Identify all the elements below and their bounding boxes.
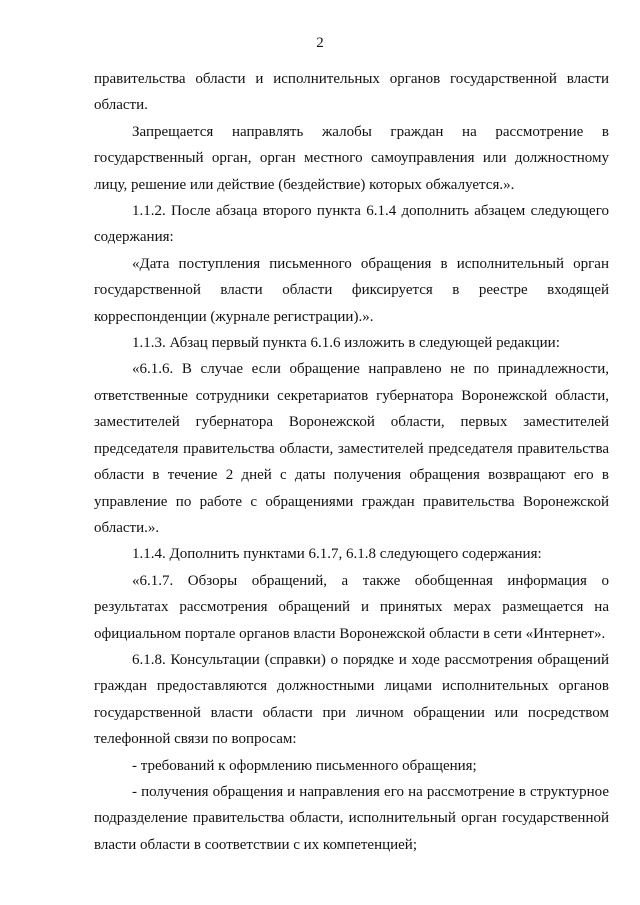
- page-number: 2: [316, 35, 324, 51]
- list-item-written-requirements: - требований к оформлению письменного обращения;: [132, 757, 477, 774]
- paragraph-amendment-1-1-2: 1.1.2. После абзаца второго пункта 6.1.4 дополнить абзацем следующего содержания:: [94, 203, 609, 246]
- paragraph-6-1-8: 6.1.8. Консультации (справки) о порядке и ходе рассмотрения обращений граждан предоставляются должностными лицами исполнительных органов государственной власти области при личном обращении или посредством телефонной связи по вопросам:: [94, 651, 609, 748]
- paragraph-continuation: правительства области и исполнительных органов государственной власти области.: [94, 71, 609, 114]
- document-body: [94, 66, 609, 858]
- paragraph-quote-6-1-7: «6.1.7. Обзоры обращений, а также обобщенная информация о результатах рассмотрения обращений и принятых мерах размещается на официальном портале органов власти Воронежской области в сети «Интернет».: [94, 572, 609, 642]
- paragraph-quote-receipt-date: «Дата поступления письменного обращения в исполнительный орган государственной власти области фиксируется в реестре входящей корреспонденции (журнале регистрации).».: [94, 255, 609, 325]
- paragraph-amendment-1-1-4: 1.1.4. Дополнить пунктами 6.1.7, 6.1.8 следующего содержания:: [132, 546, 542, 563]
- paragraph-complaint-prohibition: Запрещается направлять жалобы граждан на рассмотрение в государственный орган, орган местного самоуправления или должностному лицу, решение или действие (бездействие) которых обжалуется.».: [94, 123, 609, 193]
- list-item-receipt-routing: - получения обращения и направления его на рассмотрение в структурное подразделение правительства области, исполнительный орган государственной власти области в соответствии с их компетенцией;: [94, 783, 609, 853]
- paragraph-quote-6-1-6: «6.1.6. В случае если обращение направлено не по принадлежности, ответственные сотрудники секретариатов губернатора Воронежской области, заместителей губернатора Воронежской области, первых заместителей председателя правительства области, заместителей председателя правительства области в течение 2 дней с даты получения обращения возвращают его в управление по работе с обращениями граждан правительства Воронежской области.».: [94, 361, 609, 536]
- paragraph-amendment-1-1-3: 1.1.3. Абзац первый пункта 6.1.6 изложить в следующей редакции:: [132, 335, 560, 352]
